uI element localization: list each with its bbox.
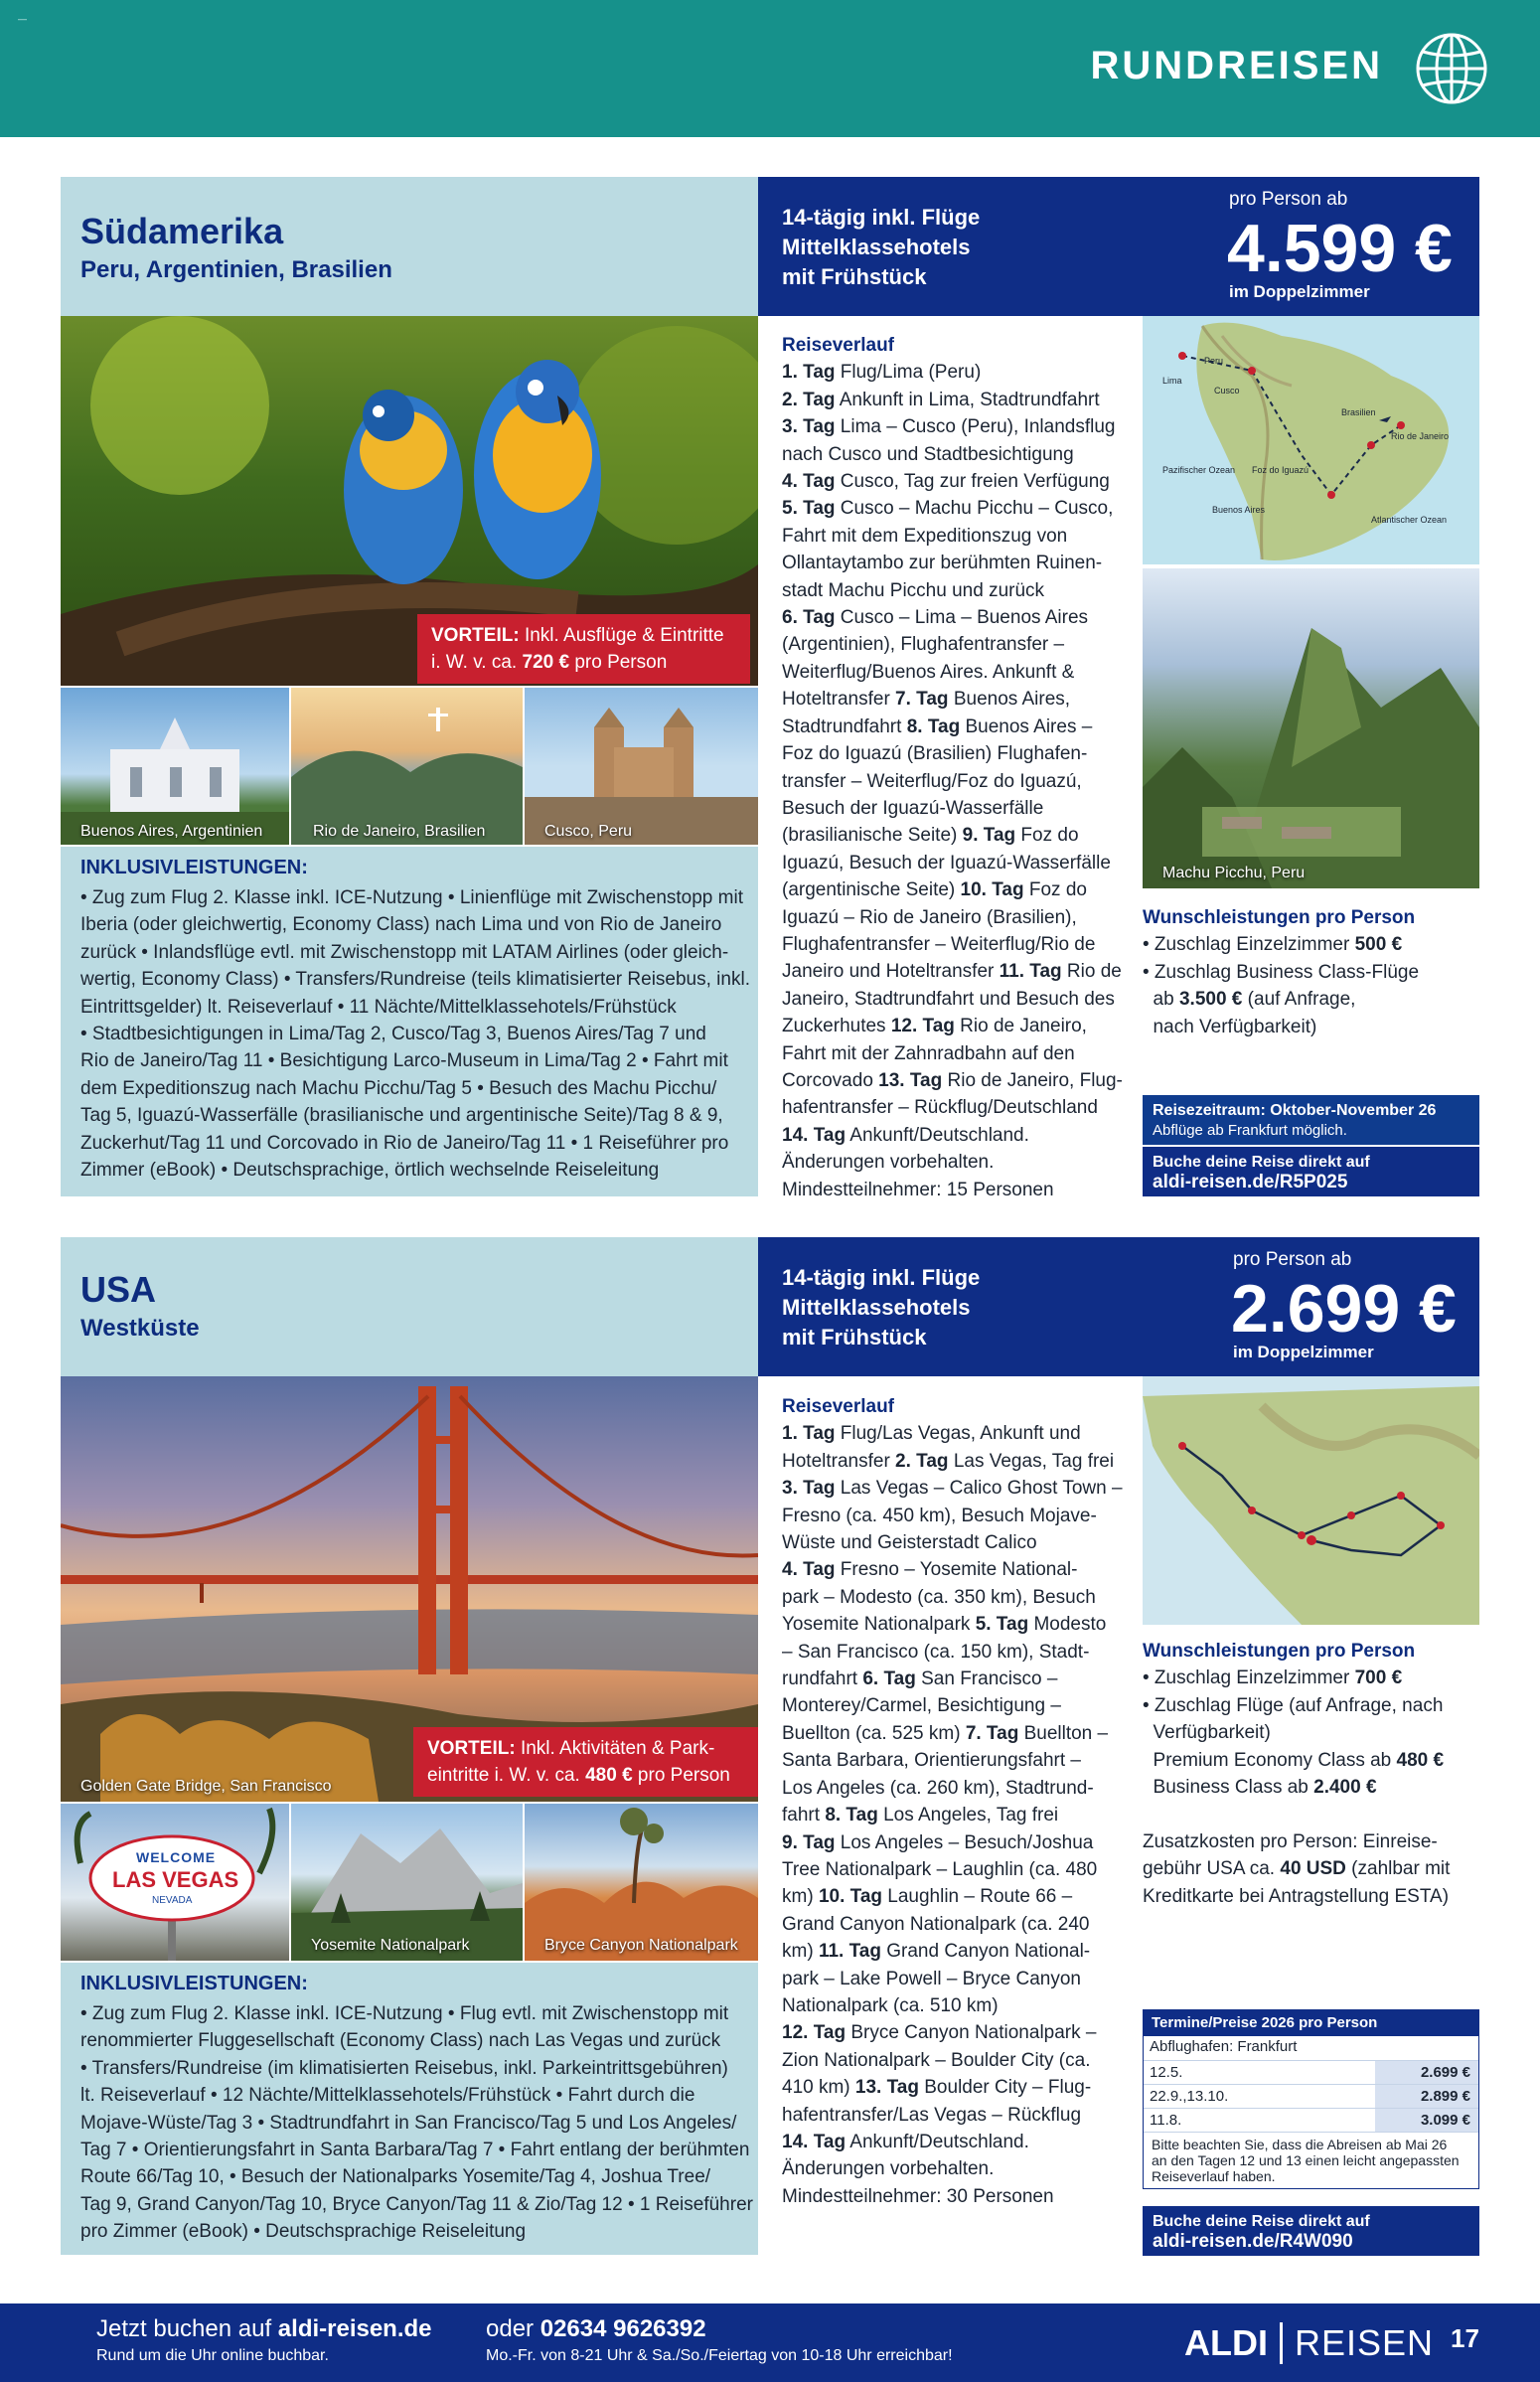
page-number: 17 bbox=[1451, 2323, 1479, 2353]
photo-caption: Machu Picchu, Peru bbox=[1162, 865, 1306, 881]
inklusiv-line: • Transfers/Rundreise (im klimatisierten Reisebus, inkl. Parkeintrittsgebühren) bbox=[80, 2057, 728, 2079]
table-price: 2.699 € bbox=[1375, 2061, 1478, 2084]
vegas-sign-state: NEVADA bbox=[152, 1895, 193, 1906]
wunsch-line: • Zuschlag Flüge (auf Anfrage, nach bbox=[1143, 1694, 1444, 1716]
booking-label: Buche deine Reise direkt auf bbox=[1153, 1154, 1370, 1171]
wunsch-heading: Wunschleistungen pro Person bbox=[1143, 907, 1416, 928]
reiseverlauf-line: 3. Tag Las Vegas – Calico Ghost Town – bbox=[782, 1478, 1123, 1500]
inklusiv-line: renommierter Fluggesellschaft (Economy Class) nach Las Vegas und zurück bbox=[80, 2030, 721, 2052]
vorteil-text-2: eintritte i. W. v. ca. bbox=[427, 1765, 580, 1786]
table-price: 3.099 € bbox=[1375, 2109, 1478, 2132]
table-note-line: Bitte beachten Sie, dass die Abreisen ab Mai 26 bbox=[1152, 2137, 1448, 2152]
reiseverlauf-line: 14. Tag Ankunft/Deutschland. bbox=[782, 2131, 1029, 2152]
reiseverlauf-list bbox=[782, 1420, 1130, 2210]
map-label: Brasilien bbox=[1341, 407, 1376, 417]
reiseverlauf-heading: Reiseverlauf bbox=[782, 335, 895, 356]
reiseverlauf-line: park – Modesto (ca. 350 km), Besuch bbox=[782, 1586, 1096, 1608]
reiseverlauf-line: Fresno (ca. 450 km), Besuch Mojave- bbox=[782, 1505, 1097, 1526]
footer-phone-number[interactable]: 02634 9626392 bbox=[539, 2315, 706, 2342]
wunsch-line: • Zuschlag Einzelzimmer 500 € bbox=[1143, 934, 1403, 956]
booking-link[interactable]: aldi-reisen.de/R5P025 bbox=[1153, 1172, 1348, 1192]
photo-rio bbox=[291, 688, 523, 845]
usa-west-map bbox=[1143, 1376, 1479, 1625]
map-label: Pazifischer Ozean bbox=[1162, 465, 1236, 475]
trip2-feature-box bbox=[758, 1237, 1138, 1376]
reiseverlauf-line: hafentransfer/Las Vegas – Rückflug bbox=[782, 2104, 1082, 2126]
inklusiv-line: dem Expeditionszug nach Machu Picchu/Tag 5 • Besuch des Machu Picchu/ bbox=[80, 1077, 717, 1099]
reiseverlauf-line: Stadtrundfahrt 8. Tag Buenos Aires – bbox=[782, 715, 1093, 737]
reiseverlauf-line: Wüste und Geisterstadt Calico bbox=[782, 1532, 1037, 1554]
footer-phone-label: oder bbox=[486, 2315, 535, 2342]
inklusiv-line: Tag 9, Grand Canyon/Tag 10, Bryce Canyon/Tag 11 & Zio/Tag 12 • 1 Reiseführer bbox=[80, 2193, 753, 2215]
trip1-feature-box bbox=[758, 177, 1138, 316]
reiseverlauf-line: km) 11. Tag Grand Canyon National- bbox=[782, 1941, 1091, 1963]
wunsch-line: Premium Economy Class ab 480 € bbox=[1143, 1749, 1445, 1771]
reiseverlauf-line: Flughafentransfer – Weiterflug/Rio de bbox=[782, 933, 1096, 955]
price-prefix: pro Person ab bbox=[1233, 1249, 1352, 1270]
reiseverlauf-line: 6. Tag Cusco – Lima – Buenos Aires bbox=[782, 607, 1089, 629]
inklusiv-line: • Stadtbesichtigungen in Lima/Tag 2, Cusco/Tag 3, Buenos Aires/Tag 7 und bbox=[80, 1024, 706, 1045]
photo-las-vegas bbox=[61, 1804, 289, 1961]
inklusiv-line: Eintrittsgelder) lt. Reiseverlauf • 11 Nächte/Mittelklassehotels/Frühstück bbox=[80, 996, 677, 1018]
inklusiv-line: Mojave-Wüste/Tag 3 • Stadtrundfahrt in San Francisco/Tag 5 und Los Angeles/ bbox=[80, 2112, 737, 2134]
reisezeitraum: Reisezeitraum: Oktober-November 26 bbox=[1153, 1102, 1437, 1119]
wunsch-line: ab 3.500 € (auf Anfrage, bbox=[1143, 989, 1356, 1011]
footer-phone-hours: Mo.-Fr. von 8-21 Uhr & Sa./So./Feiertag von 10-18 Uhr erreichbar! bbox=[486, 2347, 953, 2364]
vegas-sign-city: LAS VEGAS bbox=[112, 1867, 239, 1892]
wunsch-line: Verfügbarkeit) bbox=[1143, 1722, 1271, 1744]
map-label: Buenos Aires bbox=[1212, 505, 1266, 515]
inklusiv-line: Tag 7 • Orientierungsfahrt in Santa Barbara/Tag 7 • Fahrt entlang der berühmten bbox=[80, 2140, 750, 2161]
map-label: Peru bbox=[1204, 356, 1224, 366]
footer-website-link[interactable]: aldi-reisen.de bbox=[277, 2315, 432, 2342]
vorteil-text-3: pro Person bbox=[637, 1765, 730, 1786]
logo-reisen: REISEN bbox=[1295, 2322, 1435, 2363]
trip1-feature: Mittelklassehotels bbox=[782, 235, 971, 259]
reiseverlauf-line: Fahrt mit der Zahnradbahn auf den bbox=[782, 1042, 1075, 1064]
table-date: 12.5. bbox=[1150, 2064, 1183, 2081]
wunsch-heading: Wunschleistungen pro Person bbox=[1143, 1641, 1416, 1662]
trip2-subtitle: Westküste bbox=[80, 1315, 200, 1342]
reiseverlauf-line: Iguazú – Rio de Janeiro (Brasilien), bbox=[782, 906, 1077, 928]
zusatz-line: gebühr USA ca. 40 USD (zahlbar mit bbox=[1143, 1858, 1451, 1880]
inklusiv-line: Zuckerhut/Tag 11 und Corcovado in Rio de Janeiro/Tag 11 • 1 Reiseführer pro bbox=[80, 1132, 729, 1154]
trip1-price: 4.599 € bbox=[1227, 211, 1453, 286]
trip2-price-table bbox=[1143, 2009, 1479, 2189]
zusatz-line: Zusatzkosten pro Person: Einreise- bbox=[1143, 1831, 1438, 1852]
reiseverlauf-line: 12. Tag Bryce Canyon Nationalpark – bbox=[782, 2022, 1097, 2044]
photo-caption: Rio de Janeiro, Brasilien bbox=[313, 823, 486, 840]
reiseverlauf-line: – San Francisco (ca. 150 km), Stadt- bbox=[782, 1641, 1090, 1663]
wunsch-line: Business Class ab 2.400 € bbox=[1143, 1777, 1377, 1799]
table-note-line: Reiseverlauf haben. bbox=[1152, 2168, 1276, 2184]
table-row bbox=[1144, 2060, 1478, 2084]
table-title: Termine/Preise 2026 pro Person bbox=[1144, 2010, 1478, 2036]
reiseverlauf-line: 9. Tag Los Angeles – Besuch/Joshua bbox=[782, 1831, 1094, 1853]
reiseverlauf-line: park – Lake Powell – Bryce Canyon bbox=[782, 1968, 1081, 1989]
reiseverlauf-line: Iguazú, Besuch der Iguazú-Wasserfälle bbox=[782, 852, 1111, 873]
page-footer bbox=[0, 2303, 1540, 2382]
inklusiv-line: • Zug zum Flug 2. Klasse inkl. ICE-Nutzung • Flug evtl. mit Zwischenstopp mit bbox=[80, 2003, 729, 2024]
inklusiv-line: Tag 5, Iguazú-Wasserfälle (brasilianische und argentinische Seite)/Tag 8 & 9, bbox=[80, 1105, 723, 1127]
inklusiv-line: pro Zimmer (eBook) • Deutschsprachige Reiseleitung bbox=[80, 2221, 527, 2243]
inklusiv-line: wertig, Economy Class) • Transfers/Rundreise (teils klimatisierter Reisebus, inkl. bbox=[80, 969, 750, 991]
photo-caption: Buenos Aires, Argentinien bbox=[80, 823, 263, 840]
reiseverlauf-line: stadt Machu Picchu und zurück bbox=[782, 579, 1045, 601]
reiseverlauf-line: 5. Tag Cusco – Machu Picchu – Cusco, bbox=[782, 498, 1114, 520]
reiseverlauf-line: 410 km) 13. Tag Boulder City – Flug- bbox=[782, 2077, 1092, 2099]
trip1-wunschleistungen bbox=[1143, 904, 1479, 1040]
section-title: RUNDREISEN bbox=[1090, 44, 1383, 87]
wunsch-list bbox=[1143, 931, 1479, 1040]
inklusiv-line: • Zug zum Flug 2. Klasse inkl. ICE-Nutzung • Linienflüge mit Zwischenstopp mit bbox=[80, 887, 743, 908]
inklusiv-list bbox=[80, 2000, 753, 2246]
reiseverlauf-line: Los Angeles (ca. 260 km), Stadtrund- bbox=[782, 1777, 1094, 1799]
vegas-sign-welcome: WELCOME bbox=[136, 1849, 217, 1865]
photo-buenos-aires bbox=[61, 688, 289, 845]
trip1-reisezeitraum-box bbox=[1143, 1095, 1479, 1145]
photo-caption: Yosemite Nationalpark bbox=[311, 1937, 470, 1954]
trip2-price-box bbox=[1138, 1237, 1479, 1376]
reiseverlauf-line: 14. Tag Ankunft/Deutschland. bbox=[782, 1124, 1029, 1146]
inklusiv-line: zurück • Inlandsflüge evtl. mit Zwischenstopp mit LATAM Airlines (oder gleich- bbox=[80, 941, 729, 963]
reiseverlauf-line: Mindestteilnehmer: 15 Personen bbox=[782, 1179, 1054, 1200]
reiseverlauf-line: Buellton (ca. 525 km) 7. Tag Buellton – bbox=[782, 1722, 1109, 1744]
trip2-feature: 14-tägig inkl. Flüge bbox=[782, 1265, 981, 1290]
wunsch-line: • Zuschlag Einzelzimmer 700 € bbox=[1143, 1667, 1403, 1689]
reiseverlauf-line: Besuch der Iguazú-Wasserfälle bbox=[782, 797, 1044, 819]
table-rows bbox=[1144, 2060, 1478, 2132]
trip1-subtitle: Peru, Argentinien, Brasilien bbox=[80, 256, 392, 283]
reiseverlauf-line: km) 10. Tag Laughlin – Route 66 – bbox=[782, 1886, 1073, 1908]
inklusiv-line: Route 66/Tag 10, • Besuch der Nationalparks Yosemite/Tag 4, Joshua Tree/ bbox=[80, 2166, 711, 2188]
reiseverlauf-line: Fahrt mit dem Expeditionszug von bbox=[782, 525, 1068, 547]
map-label: Atlantischer Ozean bbox=[1371, 515, 1448, 525]
reiseverlauf-line: Weiterflug/Buenos Aires. Ankunft & bbox=[782, 661, 1075, 683]
inklusiv-heading: INKLUSIVLEISTUNGEN: bbox=[80, 1973, 308, 1994]
reiseverlauf-line: (Argentinien), Flughafentransfer – bbox=[782, 634, 1065, 656]
trip2-title: USA bbox=[80, 1269, 157, 1310]
vorteil-text-3: pro Person bbox=[574, 652, 668, 673]
trip1-title-panel bbox=[61, 177, 758, 316]
table-row bbox=[1144, 2084, 1478, 2108]
trip1-inklusiv-panel bbox=[61, 847, 758, 1196]
table-note bbox=[1144, 2132, 1478, 2188]
reiseverlauf-line: Zuckerhutes 12. Tag Rio de Janeiro, bbox=[782, 1016, 1087, 1037]
reiseverlauf-line: nach Cusco und Stadtbesichtigung bbox=[782, 443, 1074, 465]
vorteil-text-2: i. W. v. ca. bbox=[431, 652, 518, 673]
map-label: Foz do Iguazú bbox=[1252, 465, 1309, 475]
table-price: 2.899 € bbox=[1375, 2085, 1478, 2108]
trip2-price: 2.699 € bbox=[1231, 1271, 1457, 1347]
table-date: 11.8. bbox=[1150, 2112, 1182, 2129]
trip1-title: Südamerika bbox=[80, 211, 284, 251]
trip1-feature: 14-tägig inkl. Flüge bbox=[782, 205, 981, 230]
reiseverlauf-line: Hoteltransfer 2. Tag Las Vegas, Tag frei bbox=[782, 1450, 1115, 1472]
map-label: Rio de Janeiro bbox=[1391, 431, 1450, 441]
logo-aldi: ALDI bbox=[1184, 2322, 1283, 2364]
wunsch-line: • Zuschlag Business Class-Flüge bbox=[1143, 961, 1420, 983]
machu-picchu-photo bbox=[1143, 568, 1479, 888]
map-label: Lima bbox=[1162, 376, 1182, 386]
reiseverlauf-line: Zion Nationalpark – Boulder City (ca. bbox=[782, 2049, 1091, 2071]
trip1-price-box bbox=[1138, 177, 1479, 316]
zusatz-line: Kreditkarte bei Antragstellung ESTA) bbox=[1143, 1885, 1450, 1907]
reiseverlauf-line: 2. Tag Ankunft in Lima, Stadtrundfahrt bbox=[782, 389, 1100, 410]
trip1-booking-box bbox=[1143, 1147, 1479, 1196]
reiseverlauf-line: Mindestteilnehmer: 30 Personen bbox=[782, 2185, 1054, 2207]
inklusiv-heading: INKLUSIVLEISTUNGEN: bbox=[80, 857, 308, 878]
reiseverlauf-line: Ollantaytambo zur berühmten Ruinen- bbox=[782, 553, 1103, 574]
reiseverlauf-line: (brasilianische Seite) 9. Tag Foz do bbox=[782, 825, 1079, 847]
abfluege-note: Abflüge ab Frankfurt möglich. bbox=[1153, 1122, 1347, 1139]
trip2-title-panel bbox=[61, 1237, 758, 1376]
reiseverlauf-line: Tree Nationalpark – Laughlin (ca. 480 bbox=[782, 1858, 1098, 1880]
south-america-map bbox=[1143, 316, 1479, 564]
reiseverlauf-line: Foz do Iguazú (Brasilien) Flughafen- bbox=[782, 743, 1088, 765]
reiseverlauf-line: Hoteltransfer 7. Tag Buenos Aires, bbox=[782, 689, 1071, 711]
table-note-line: an den Tagen 12 und 13 einen leicht angepassten bbox=[1152, 2152, 1460, 2168]
wunsch-line: nach Verfügbarkeit) bbox=[1143, 1016, 1317, 1037]
vorteil-text: Inkl. Ausflüge & Eintritte bbox=[524, 625, 724, 646]
inklusiv-line: Zimmer (eBook) • Deutschsprachige, örtlich wechselnde Reiseleitung bbox=[80, 1160, 660, 1182]
price-prefix: pro Person ab bbox=[1229, 189, 1348, 210]
reiseverlauf-line: Änderungen vorbehalten. bbox=[782, 1152, 995, 1174]
trip1-reiseverlauf bbox=[782, 332, 1130, 1203]
table-subtitle: Abflughafen: Frankfurt bbox=[1150, 2038, 1298, 2055]
reiseverlauf-line: Santa Barbara, Orientierungsfahrt – bbox=[782, 1750, 1082, 1772]
price-suffix: im Doppelzimmer bbox=[1233, 1343, 1374, 1361]
footer-book-label: Jetzt buchen auf bbox=[96, 2315, 272, 2342]
reiseverlauf-line: 3. Tag Lima – Cusco (Peru), Inlandsflug bbox=[782, 416, 1116, 438]
price-suffix: im Doppelzimmer bbox=[1229, 282, 1370, 301]
photo-yosemite bbox=[291, 1804, 523, 1961]
reiseverlauf-line: (argentinische Seite) 10. Tag Foz do bbox=[782, 879, 1087, 901]
trip2-feature: mit Frühstück bbox=[782, 1325, 927, 1350]
vorteil-amount: 720 € bbox=[522, 652, 570, 673]
reiseverlauf-line: Änderungen vorbehalten. bbox=[782, 2158, 995, 2180]
reiseverlauf-list bbox=[782, 359, 1130, 1203]
map-label: Cusco bbox=[1214, 386, 1240, 396]
trip2-feature: Mittelklassehotels bbox=[782, 1295, 971, 1320]
reiseverlauf-line: Janeiro und Hoteltransfer 11. Tag Rio de bbox=[782, 961, 1122, 983]
reiseverlauf-line: Janeiro, Stadtrundfahrt und Besuch des bbox=[782, 988, 1115, 1010]
inklusiv-line: Rio de Janeiro/Tag 11 • Besichtigung Larco-Museum in Lima/Tag 2 • Fahrt mit bbox=[80, 1050, 728, 1072]
page-header bbox=[0, 0, 1540, 137]
trip2-inklusiv-panel bbox=[61, 1963, 758, 2255]
reiseverlauf-line: Yosemite Nationalpark 5. Tag Modesto bbox=[782, 1614, 1107, 1636]
reiseverlauf-line: fahrt 8. Tag Los Angeles, Tag frei bbox=[782, 1805, 1059, 1826]
inklusiv-line: lt. Reiseverlauf • 12 Nächte/Mittelklassehotels/Frühstück • Fahrt durch die bbox=[80, 2085, 695, 2107]
photo-cusco bbox=[525, 688, 758, 845]
wunsch-list bbox=[1143, 1665, 1479, 1801]
table-row bbox=[1144, 2108, 1478, 2132]
photo-bryce-canyon bbox=[525, 1804, 758, 1961]
booking-label: Buche deine Reise direkt auf bbox=[1153, 2213, 1370, 2230]
trip1-vorteil-badge bbox=[417, 614, 750, 684]
reiseverlauf-line: Nationalpark (ca. 510 km) bbox=[782, 1994, 999, 2016]
aldi-logo bbox=[1184, 2321, 1434, 2365]
inklusiv-list bbox=[80, 884, 750, 1184]
vorteil-text: Inkl. Aktivitäten & Park- bbox=[520, 1738, 715, 1759]
reiseverlauf-line: 1. Tag Flug/Las Vegas, Ankunft und bbox=[782, 1423, 1081, 1445]
trip2-zusatzkosten bbox=[1143, 1828, 1479, 1910]
photo-caption: Golden Gate Bridge, San Francisco bbox=[80, 1778, 332, 1795]
reiseverlauf-line: Grand Canyon Nationalpark (ca. 240 bbox=[782, 1913, 1090, 1935]
trip2-wunschleistungen bbox=[1143, 1638, 1479, 1801]
trip2-booking-box bbox=[1143, 2206, 1479, 2256]
reiseverlauf-line: Corcovado 13. Tag Rio de Janeiro, Flug- bbox=[782, 1069, 1123, 1091]
booking-link[interactable]: aldi-reisen.de/R4W090 bbox=[1153, 2231, 1353, 2252]
trip2-reiseverlauf bbox=[782, 1393, 1130, 2210]
reiseverlauf-line: 1. Tag Flug/Lima (Peru) bbox=[782, 362, 982, 384]
vorteil-label: VORTEIL: bbox=[431, 625, 520, 646]
reiseverlauf-line: 4. Tag Cusco, Tag zur freien Verfügung bbox=[782, 471, 1110, 493]
photo-caption: Bryce Canyon Nationalpark bbox=[544, 1937, 738, 1954]
inklusiv-line: Iberia (oder gleichwertig, Economy Class) nach Lima und von Rio de Janeiro bbox=[80, 914, 722, 936]
vorteil-label: VORTEIL: bbox=[427, 1738, 516, 1759]
reiseverlauf-line: transfer – Weiterflug/Foz do Iguazú, bbox=[782, 770, 1082, 792]
reiseverlauf-line: Monterey/Carmel, Besichtigung – bbox=[782, 1695, 1061, 1717]
trip2-vorteil-badge bbox=[413, 1727, 758, 1797]
trip1-feature: mit Frühstück bbox=[782, 264, 927, 289]
globe-icon bbox=[1415, 32, 1488, 105]
table-date: 22.9.,13.10. bbox=[1150, 2088, 1229, 2105]
vorteil-amount: 480 € bbox=[585, 1765, 633, 1786]
corner-mark: — bbox=[18, 14, 27, 24]
reiseverlauf-line: hafentransfer – Rückflug/Deutschland bbox=[782, 1097, 1098, 1119]
photo-caption: Cusco, Peru bbox=[544, 823, 633, 840]
reiseverlauf-line: rundfahrt 6. Tag San Francisco – bbox=[782, 1668, 1058, 1690]
footer-book-note: Rund um die Uhr online buchbar. bbox=[96, 2347, 329, 2364]
reiseverlauf-line: 4. Tag Fresno – Yosemite National- bbox=[782, 1559, 1078, 1581]
reiseverlauf-heading: Reiseverlauf bbox=[782, 1396, 895, 1417]
